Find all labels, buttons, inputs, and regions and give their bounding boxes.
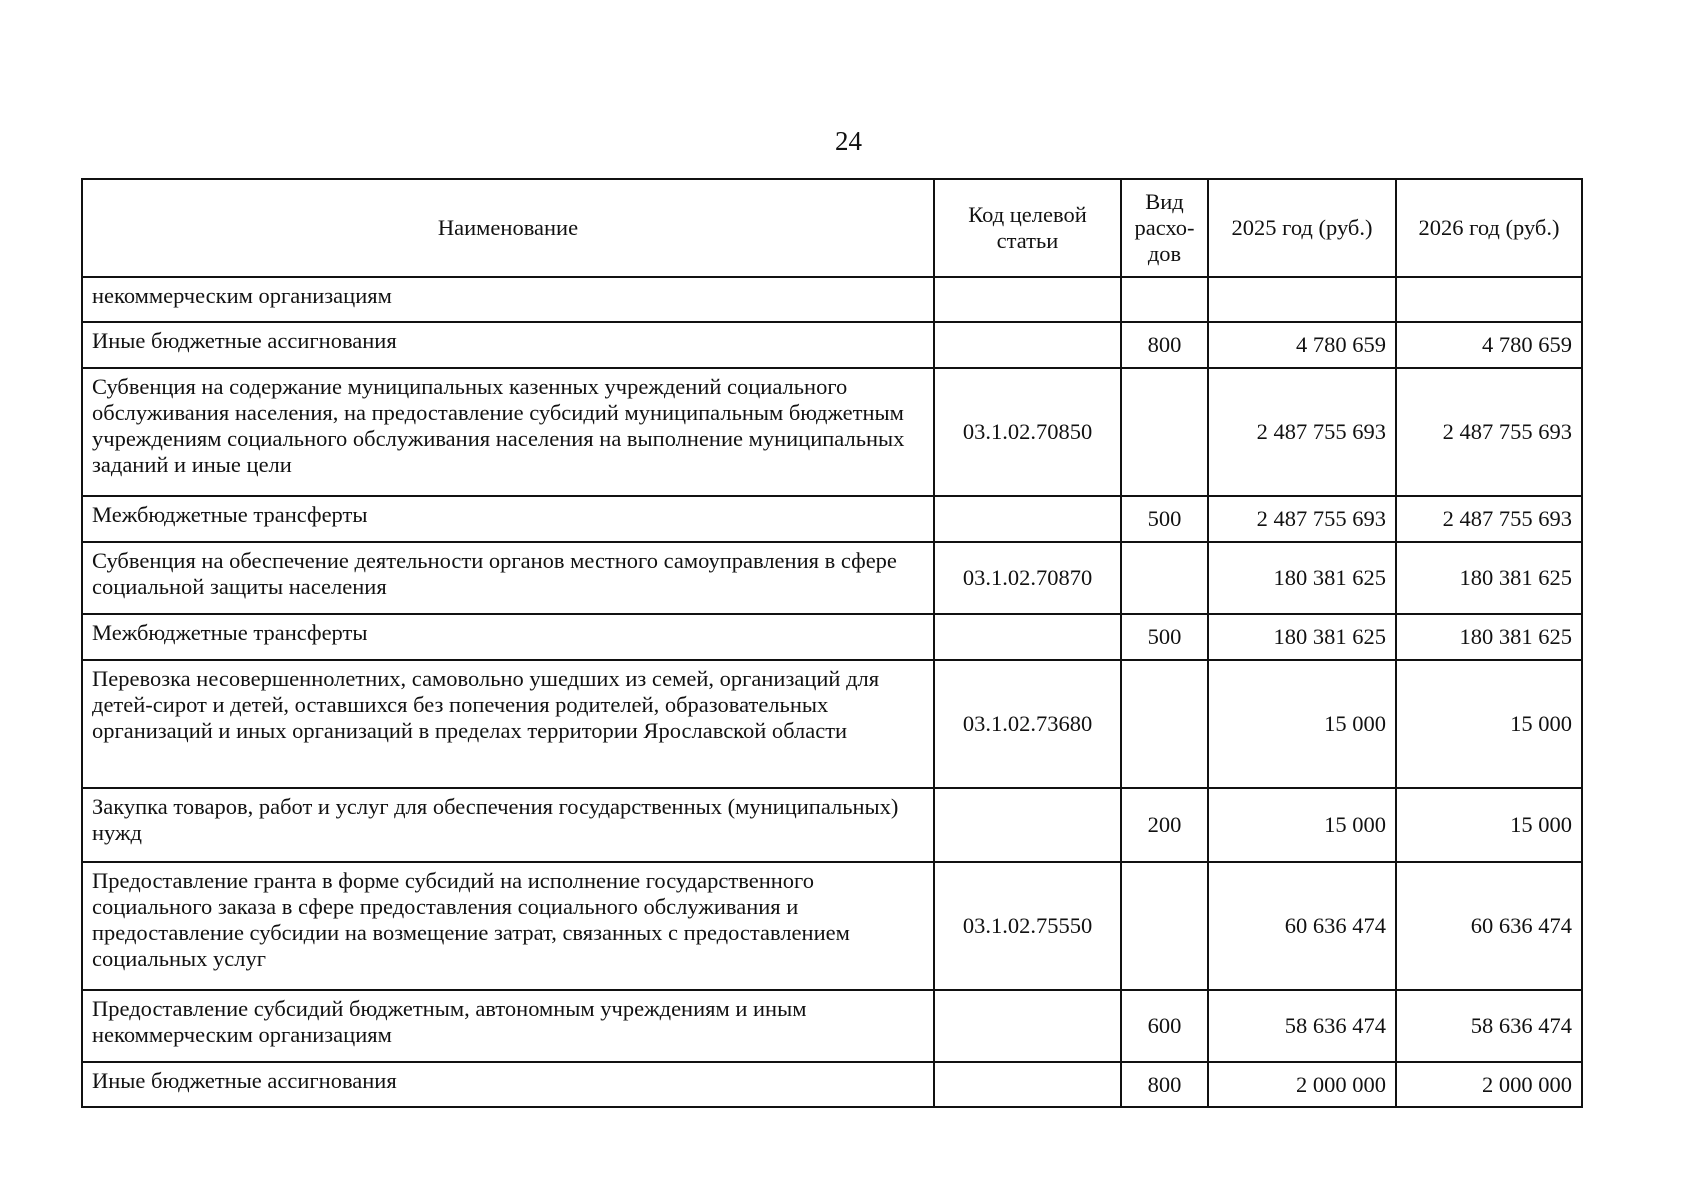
table-row xyxy=(82,322,1582,368)
row-2026: 180 381 625 xyxy=(1396,614,1582,660)
row-2025: 2 487 755 693 xyxy=(1208,368,1396,496)
table-row xyxy=(82,862,1582,990)
row-type: 600 xyxy=(1121,990,1208,1062)
row-type xyxy=(1121,368,1208,496)
row-code: 03.1.02.70850 xyxy=(934,368,1121,496)
row-name: Иные бюджетные ассигнования xyxy=(82,322,934,368)
row-code xyxy=(934,496,1121,542)
header-name: Наименование xyxy=(82,179,934,277)
header-2026: 2026 год (руб.) xyxy=(1396,179,1582,277)
row-2026: 2 487 755 693 xyxy=(1396,496,1582,542)
header-code: Код целевой статьи xyxy=(934,179,1121,277)
row-2026 xyxy=(1396,277,1582,322)
table-row xyxy=(82,277,1582,322)
row-type: 200 xyxy=(1121,788,1208,862)
table-row xyxy=(82,788,1582,862)
row-2026: 180 381 625 xyxy=(1396,542,1582,614)
row-code: 03.1.02.70870 xyxy=(934,542,1121,614)
row-2026: 4 780 659 xyxy=(1396,322,1582,368)
row-name: Закупка товаров, работ и услуг для обеспечения государственных (муниципальных) нужд xyxy=(82,788,934,862)
row-2025: 15 000 xyxy=(1208,788,1396,862)
row-2026: 2 487 755 693 xyxy=(1396,368,1582,496)
row-2025: 180 381 625 xyxy=(1208,614,1396,660)
table-row xyxy=(82,542,1582,614)
table-row xyxy=(82,990,1582,1062)
row-name: Предоставление гранта в форме субсидий на исполнение государственного социального заказа в сфере предоставления социального обслуживания и предоставление субсидии на возмещение затрат, связанных с предоставлением социальных услуг xyxy=(82,862,934,990)
table-row xyxy=(82,496,1582,542)
row-2025: 60 636 474 xyxy=(1208,862,1396,990)
row-code xyxy=(934,322,1121,368)
row-2026: 2 000 000 xyxy=(1396,1062,1582,1107)
row-2025: 15 000 xyxy=(1208,660,1396,788)
row-2026: 60 636 474 xyxy=(1396,862,1582,990)
row-code xyxy=(934,277,1121,322)
row-2025: 4 780 659 xyxy=(1208,322,1396,368)
table-row xyxy=(82,614,1582,660)
row-code xyxy=(934,1062,1121,1107)
row-type xyxy=(1121,542,1208,614)
row-name: Иные бюджетные ассигнования xyxy=(82,1062,934,1107)
budget-table xyxy=(81,178,1583,1108)
row-type: 500 xyxy=(1121,496,1208,542)
row-name: некоммерческим организациям xyxy=(82,277,934,322)
table-row xyxy=(82,660,1582,788)
table-header-row xyxy=(82,179,1582,277)
row-2025: 58 636 474 xyxy=(1208,990,1396,1062)
row-type xyxy=(1121,660,1208,788)
row-2025: 2 487 755 693 xyxy=(1208,496,1396,542)
row-2025 xyxy=(1208,277,1396,322)
row-name: Субвенция на обеспечение деятельности органов местного самоуправления в сфере социальной защиты населения xyxy=(82,542,934,614)
page-number: 24 xyxy=(835,126,862,156)
row-2026: 15 000 xyxy=(1396,788,1582,862)
row-type: 800 xyxy=(1121,322,1208,368)
row-code: 03.1.02.73680 xyxy=(934,660,1121,788)
row-type xyxy=(1121,277,1208,322)
row-type: 500 xyxy=(1121,614,1208,660)
row-type xyxy=(1121,862,1208,990)
row-code xyxy=(934,990,1121,1062)
row-name: Межбюджетные трансферты xyxy=(82,496,934,542)
row-name: Предоставление субсидий бюджетным, автономным учреждениям и иным некоммерческим организациям xyxy=(82,990,934,1062)
row-code: 03.1.02.75550 xyxy=(934,862,1121,990)
row-code xyxy=(934,614,1121,660)
row-2026: 15 000 xyxy=(1396,660,1582,788)
table-row xyxy=(82,368,1582,496)
row-2025: 2 000 000 xyxy=(1208,1062,1396,1107)
row-type: 800 xyxy=(1121,1062,1208,1107)
header-2025: 2025 год (руб.) xyxy=(1208,179,1396,277)
header-type: Вид расхо-дов xyxy=(1121,179,1208,277)
row-code xyxy=(934,788,1121,862)
row-2025: 180 381 625 xyxy=(1208,542,1396,614)
row-name: Субвенция на содержание муниципальных казенных учреждений социального обслуживания населения, на предоставление субсидий муниципальным бюджетным учреждениям социального обслуживания населения на выполнение муниципальных заданий и иные цели xyxy=(82,368,934,496)
table-row xyxy=(82,1062,1582,1107)
row-name: Перевозка несовершеннолетних, самовольно ушедших из семей, организаций для детей-сирот и детей, оставшихся без попечения родителей, образовательных организаций и иных организаций в пределах территории Ярославской области xyxy=(82,660,934,788)
row-name: Межбюджетные трансферты xyxy=(82,614,934,660)
row-2026: 58 636 474 xyxy=(1396,990,1582,1062)
